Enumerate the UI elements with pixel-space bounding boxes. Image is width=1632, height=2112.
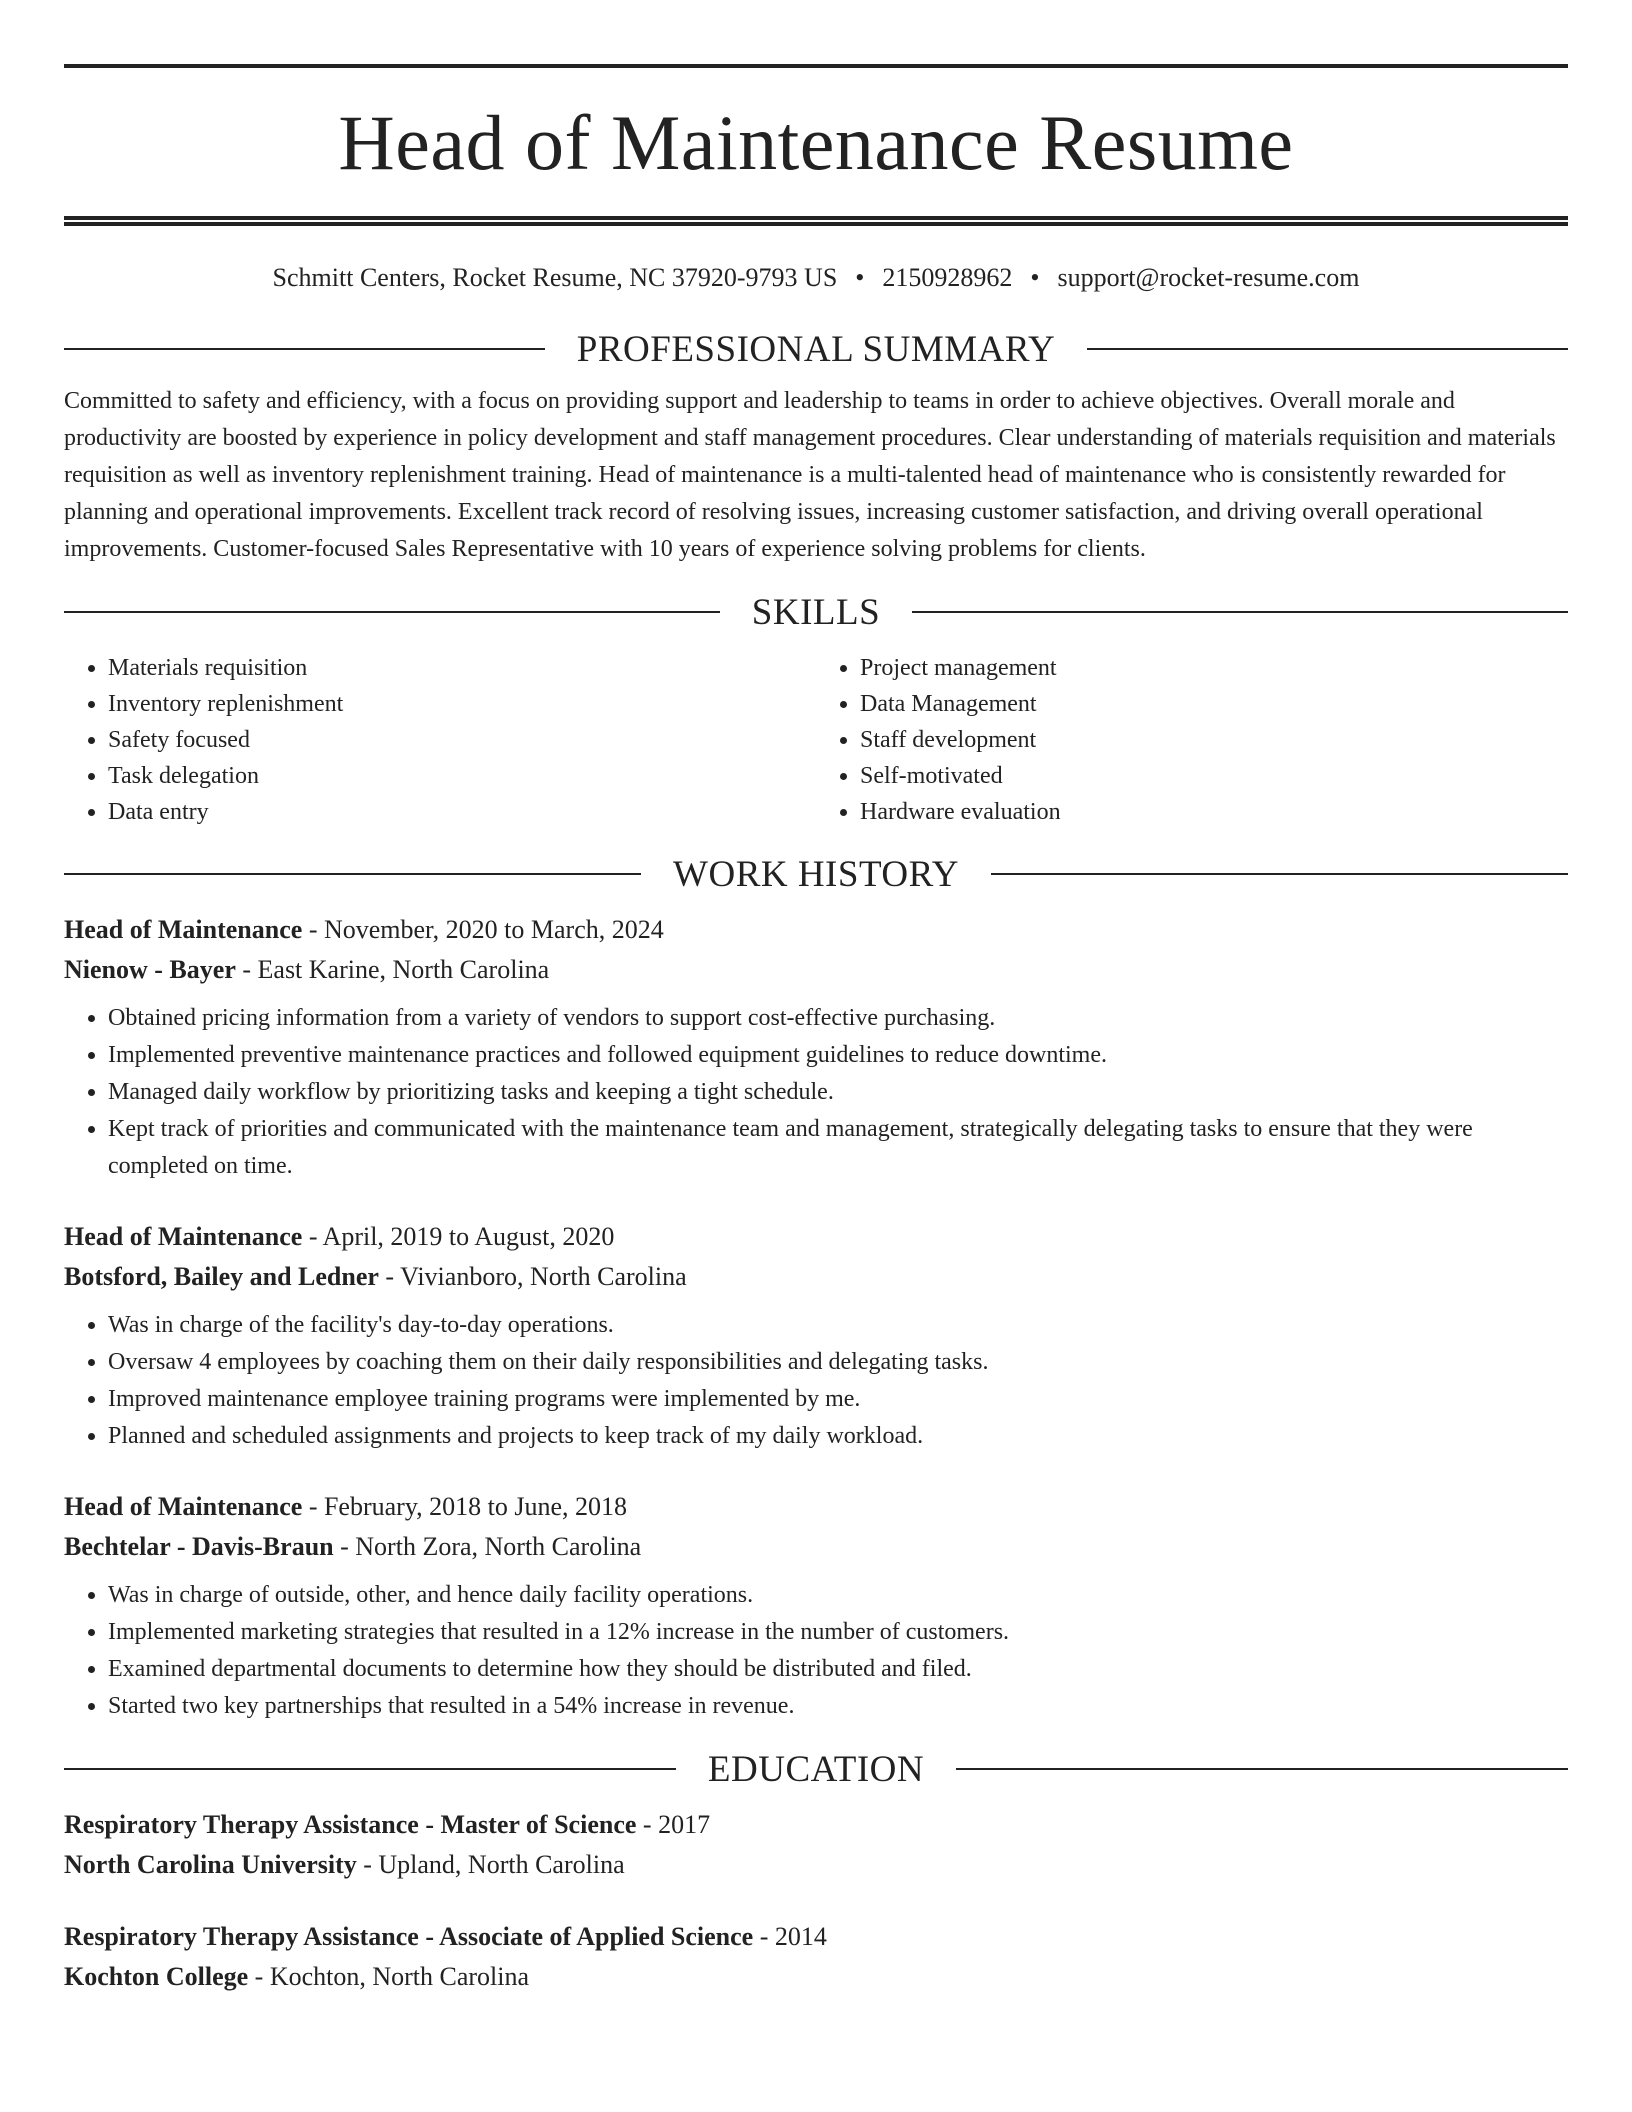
job-bullet: • Planned and scheduled assignments and projects to keep track of my daily workload.: [108, 1418, 1568, 1455]
contact-phone: 2150928962: [882, 263, 1013, 292]
skill-item: • Task delegation: [108, 758, 816, 794]
education-degree-line: [64, 1917, 1568, 1957]
skills-columns: [64, 650, 1568, 830]
education-entry: [64, 1805, 1568, 1885]
section-rule: [912, 611, 1568, 613]
job-entry: [64, 910, 1568, 1185]
education-degree: Respiratory Therapy Assistance - Associate of Applied Science: [64, 1922, 754, 1952]
job-company: Nienow - Bayer: [64, 955, 236, 985]
summary-section-header: [64, 327, 1568, 371]
job-entry: [64, 1217, 1568, 1455]
education-year: - 2017: [636, 1810, 711, 1840]
skill-item: • Self-motivated: [860, 758, 1568, 794]
education-year: - 2014: [753, 1922, 827, 1952]
education-location: - Upland, North Carolina: [356, 1850, 625, 1880]
education-degree: Respiratory Therapy Assistance - Master of Science: [64, 1810, 637, 1840]
contact-separator: •: [855, 263, 865, 292]
job-dates: - April, 2019 to August, 2020: [302, 1222, 615, 1252]
section-rule: [956, 1768, 1568, 1770]
job-bullet: • Kept track of priorities and communicated with the maintenance team and management, strategically delegating tasks to ensure that they were completed on time.: [108, 1111, 1568, 1185]
skill-item: • Project management: [860, 650, 1568, 686]
job-company: Botsford, Bailey and Ledner: [64, 1262, 379, 1292]
education-school-line: [64, 1957, 1568, 1997]
job-bullet: • Managed daily workflow by prioritizing tasks and keeping a tight schedule.: [108, 1074, 1568, 1111]
work-section-header: [64, 852, 1568, 896]
top-rule: [64, 64, 1568, 68]
skill-item: • Data entry: [108, 794, 816, 830]
job-bullet: • Implemented preventive maintenance practices and followed equipment guidelines to reduce downtime.: [108, 1037, 1568, 1074]
job-title-line: [64, 1487, 1568, 1527]
job-title: Head of Maintenance: [64, 915, 303, 945]
work-heading: WORK HISTORY: [673, 853, 959, 895]
job-title: Head of Maintenance: [64, 1222, 303, 1252]
job-title-line: [64, 1217, 1568, 1257]
skill-item: • Data Management: [860, 686, 1568, 722]
skill-item: • Hardware evaluation: [860, 794, 1568, 830]
job-bullets: [64, 1000, 1568, 1185]
skill-item: • Inventory replenishment: [108, 686, 816, 722]
contact-line: [64, 262, 1568, 293]
job-company-line: [64, 950, 1568, 990]
education-section-header: [64, 1747, 1568, 1791]
contact-address: Schmitt Centers, Rocket Resume, NC 37920-9793 US: [272, 263, 838, 292]
education-degree-line: [64, 1805, 1568, 1845]
job-location: - Vivianboro, North Carolina: [378, 1262, 687, 1292]
education-entry: [64, 1917, 1568, 1997]
job-dates: - November, 2020 to March, 2024: [302, 915, 664, 945]
section-rule: [1087, 348, 1568, 350]
job-company-line: [64, 1257, 1568, 1297]
contact-email: support@rocket-resume.com: [1057, 263, 1360, 292]
section-rule: [991, 873, 1568, 875]
skills-list-left: [64, 650, 816, 830]
section-rule: [64, 611, 720, 613]
skills-list-right: [816, 650, 1568, 830]
job-bullets: [64, 1577, 1568, 1725]
summary-heading: PROFESSIONAL SUMMARY: [576, 328, 1056, 370]
job-company-line: [64, 1527, 1568, 1567]
job-bullet: • Implemented marketing strategies that resulted in a 12% increase in the number of customers.: [108, 1614, 1568, 1651]
skills-heading: SKILLS: [751, 591, 881, 633]
job-bullet: • Was in charge of the facility's day-to-day operations.: [108, 1307, 1568, 1344]
job-dates: - February, 2018 to June, 2018: [302, 1492, 628, 1522]
job-bullet: • Improved maintenance employee training programs were implemented by me.: [108, 1381, 1568, 1418]
job-bullet: • Started two key partnerships that resulted in a 54% increase in revenue.: [108, 1688, 1568, 1725]
job-company: Bechtelar - Davis-Braun: [64, 1532, 334, 1562]
education-heading: EDUCATION: [707, 1748, 925, 1790]
section-rule: [64, 873, 641, 875]
education-school-line: [64, 1845, 1568, 1885]
job-bullets: [64, 1307, 1568, 1455]
contact-separator: •: [1030, 263, 1040, 292]
title-double-rule: [64, 216, 1568, 226]
job-bullet: • Examined departmental documents to determine how they should be distributed and filed.: [108, 1651, 1568, 1688]
job-title-line: [64, 910, 1568, 950]
job-bullet: • Oversaw 4 employees by coaching them on their daily responsibilities and delegating tasks.: [108, 1344, 1568, 1381]
education-school: North Carolina University: [64, 1850, 357, 1880]
resume-title: Head of Maintenance Resume: [338, 99, 1294, 186]
skill-item: • Staff development: [860, 722, 1568, 758]
skill-item: • Safety focused: [108, 722, 816, 758]
section-rule: [64, 1768, 676, 1770]
education-school: Kochton College: [64, 1962, 249, 1992]
summary-text: Committed to safety and efficiency, with a focus on providing support and leadership to teams in order to achieve objectives. Overall morale and productivity are boosted by experience in policy development and staff management procedures. Clear understanding of materials requisition and materials requisition as well as inventory replenishment training. Head of maintenance is a multi-talented head of maintenance who is consistently rewarded for planning and operational improvements. Excellent track record of resolving issues, increasing customer satisfaction, and driving overall operational improvements. Customer-focused Sales Representative with 10 years of experience solving problems for clients.: [64, 388, 1556, 563]
job-bullet: • Was in charge of outside, other, and hence daily facility operations.: [108, 1577, 1568, 1614]
job-entry: [64, 1487, 1568, 1725]
skill-item: • Materials requisition: [108, 650, 816, 686]
job-title: Head of Maintenance: [64, 1492, 303, 1522]
skills-section-header: [64, 590, 1568, 634]
job-bullet: • Obtained pricing information from a variety of vendors to support cost-effective purchasing.: [108, 1000, 1568, 1037]
job-location: - North Zora, North Carolina: [333, 1532, 642, 1562]
education-location: - Kochton, North Carolina: [248, 1962, 530, 1992]
job-location: - East Karine, North Carolina: [235, 955, 550, 985]
section-rule: [64, 348, 545, 350]
